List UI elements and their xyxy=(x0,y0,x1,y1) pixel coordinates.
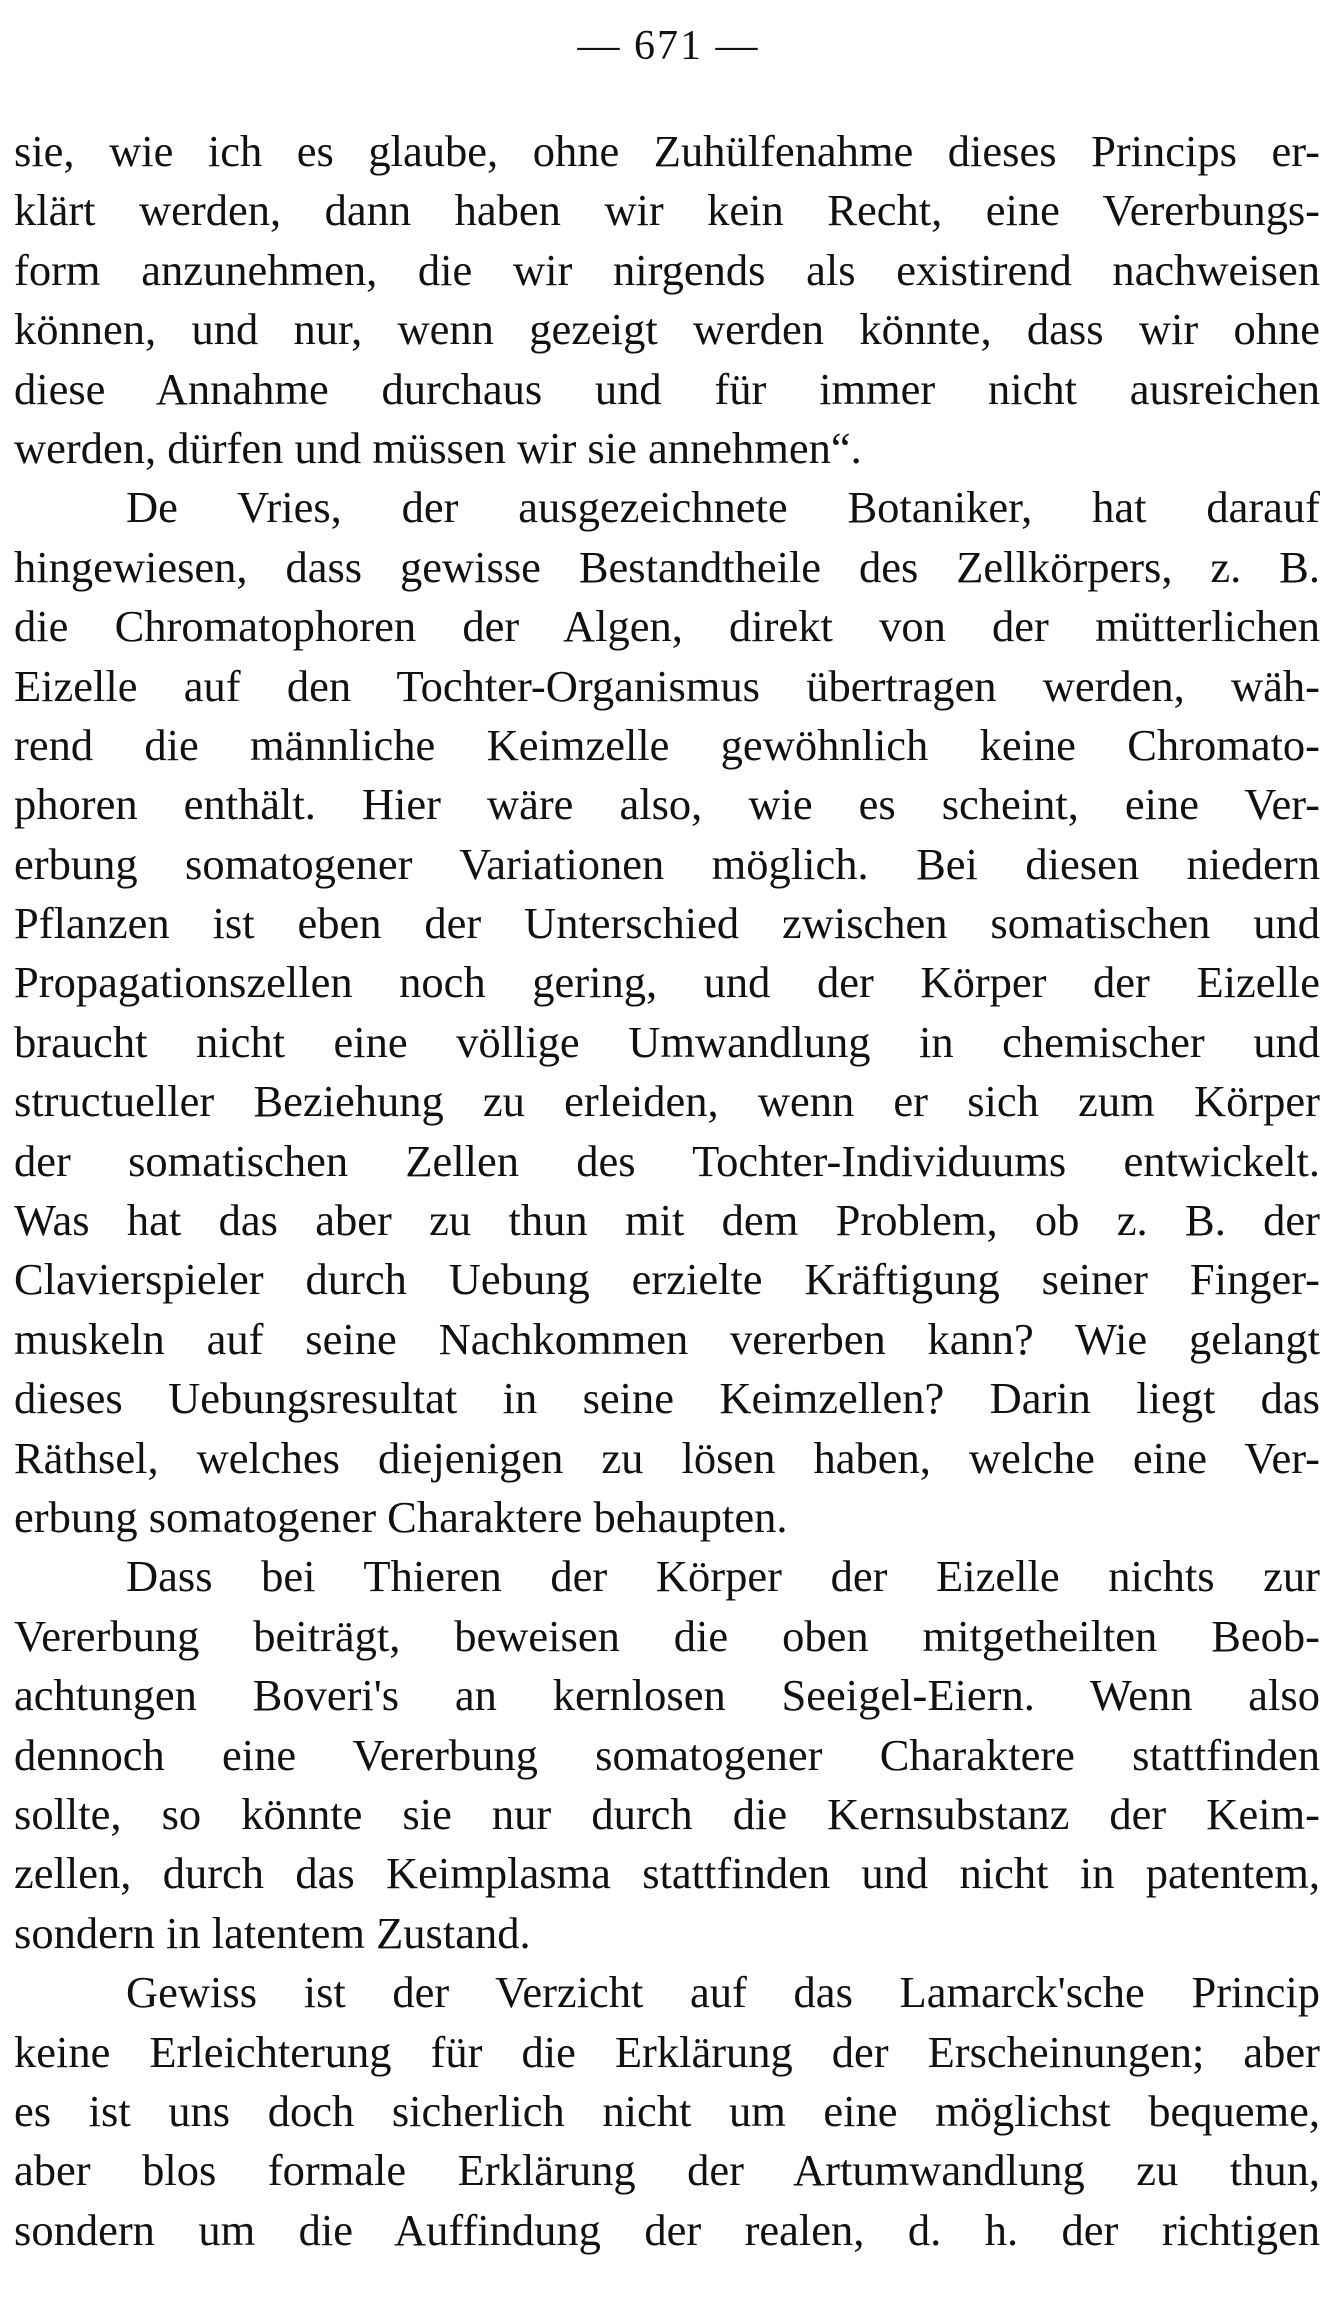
text-line: De Vries, der ausgezeichnete Botaniker, hat darauf xyxy=(126,482,1320,533)
text-line: diese Annahme durchaus und für immer nicht ausreichen xyxy=(14,363,1320,414)
page-number: — 671 — xyxy=(577,23,760,69)
text-line: Dass bei Thieren der Körper der Eizelle nichts zur xyxy=(126,1551,1320,1602)
text-line: erbung somatogener Variationen möglich. Bei diesen niedern xyxy=(14,838,1320,889)
text-line: Propagationszellen noch gering, und der Körper der Eizelle xyxy=(14,957,1320,1008)
text-line: der somatischen Zellen des Tochter-Individuums entwickelt. xyxy=(14,1135,1320,1186)
text-line: sondern in latentem Zustand. xyxy=(14,1907,531,1958)
text-line: die Chromatophoren der Algen, direkt von der mütterlichen xyxy=(14,601,1320,652)
text-line: es ist uns doch sicherlich nicht um eine möglichst bequeme, xyxy=(14,2085,1320,2136)
text-line: Räthsel, welches diejenigen zu lösen haben, welche eine Ver- xyxy=(14,1432,1320,1483)
text-line: structueller Beziehung zu erleiden, wenn er sich zum Körper xyxy=(14,1076,1320,1127)
text-line: Was hat das aber zu thun mit dem Problem, ob z. B. der xyxy=(14,1195,1320,1246)
text-line: Gewiss ist der Verzicht auf das Lamarck'sche Princip xyxy=(126,1967,1320,2018)
text-line: zellen, durch das Keimplasma stattfinden und nicht in patentem, xyxy=(14,1848,1320,1899)
text-line: achtungen Boveri's an kernlosen Seeigel-Eiern. Wenn also xyxy=(14,1670,1320,1721)
body-text xyxy=(14,122,1320,2260)
text-line: sondern um die Auffindung der realen, d. h. der richtigen xyxy=(14,2204,1320,2255)
text-line: aber blos formale Erklärung der Artumwandlung zu thun, xyxy=(14,2145,1320,2196)
text-line: form anzunehmen, die wir nirgends als existirend nachweisen xyxy=(14,244,1320,295)
text-line: hingewiesen, dass gewisse Bestandtheile des Zellkörpers, z. B. xyxy=(14,541,1320,592)
text-line: können, und nur, wenn gezeigt werden könnte, dass wir ohne xyxy=(14,304,1320,355)
text-line: Vererbung beiträgt, beweisen die oben mitgetheilten Beob- xyxy=(14,1610,1320,1661)
text-line: Clavierspieler durch Uebung erzielte Kräftigung seiner Finger- xyxy=(14,1254,1320,1305)
text-line: phoren enthält. Hier wäre also, wie es scheint, eine Ver- xyxy=(14,779,1320,830)
text-line: sollte, so könnte sie nur durch die Kernsubstanz der Keim- xyxy=(14,1788,1320,1839)
text-line: braucht nicht eine völlige Umwandlung in chemischer und xyxy=(14,1016,1320,1067)
text-line: sie, wie ich es glaube, ohne Zuhülfenahme dieses Princips er- xyxy=(14,126,1320,176)
text-line: Pflanzen ist eben der Unterschied zwischen somatischen und xyxy=(14,898,1320,949)
text-line: klärt werden, dann haben wir kein Recht, eine Vererbungs- xyxy=(14,185,1320,236)
text-line: Eizelle auf den Tochter-Organismus übertragen werden, wäh- xyxy=(14,660,1320,711)
text-line: rend die männliche Keimzelle gewöhnlich keine Chromato- xyxy=(14,719,1320,770)
text-line: dennoch eine Vererbung somatogener Charaktere stattfinden xyxy=(14,1729,1320,1780)
text-line: erbung somatogener Charaktere behaupten. xyxy=(14,1491,788,1542)
text-line: werden, dürfen und müssen wir sie annehmen“. xyxy=(14,422,862,473)
text-line: dieses Uebungsresultat in seine Keimzellen? Darin liegt das xyxy=(14,1373,1320,1424)
text-line: muskeln auf seine Nachkommen vererben kann? Wie gelangt xyxy=(14,1313,1320,1364)
text-line: keine Erleichterung für die Erklärung der Erscheinungen; aber xyxy=(14,2026,1320,2077)
